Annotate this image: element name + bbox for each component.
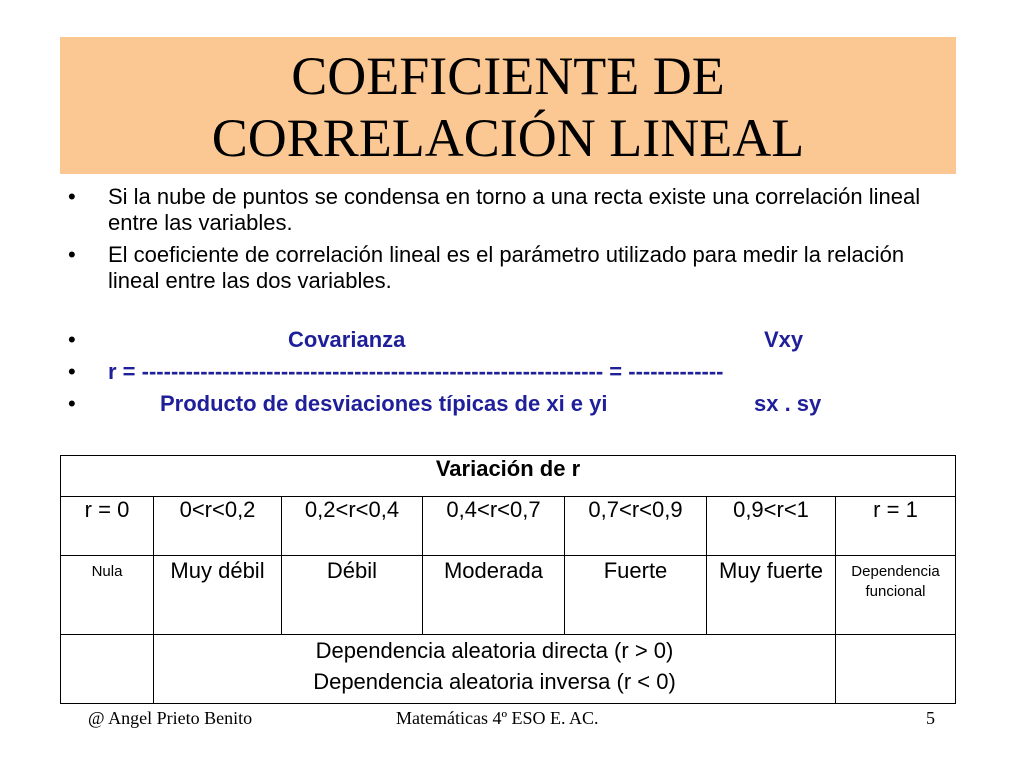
bullet-list	[68, 184, 958, 420]
label-cell: Fuerte	[565, 556, 707, 635]
dependency-row	[61, 635, 956, 704]
formula-denominator-short: sx . sy	[754, 391, 822, 416]
range-cell: 0<r<0,2	[154, 497, 282, 556]
label-cell: Dependencia funcional	[836, 556, 956, 635]
footer-author: @ Angel Prieto Benito	[88, 708, 253, 728]
bullet-marker: •	[68, 359, 76, 384]
label-cell: Muy débil	[154, 556, 282, 635]
bullet-item-condensa	[68, 184, 958, 236]
range-cell: r = 0	[61, 497, 154, 556]
range-cell: 0,7<r<0,9	[565, 497, 707, 556]
footer-page-number: 5	[926, 708, 935, 728]
variation-table	[60, 455, 956, 704]
dependency-inverse: Dependencia aleatoria inversa (r < 0)	[313, 669, 676, 694]
table-header: Variación de r	[61, 456, 956, 497]
range-cell: 0,9<r<1	[707, 497, 836, 556]
label-cell: Muy fuerte	[707, 556, 836, 635]
label-cell: Nula	[61, 556, 154, 635]
empty-cell	[61, 635, 154, 704]
label-row	[61, 556, 956, 635]
bullet-marker: •	[68, 184, 76, 209]
slide-title	[60, 37, 956, 174]
empty-cell	[836, 635, 956, 704]
table-header-row	[61, 456, 956, 497]
footer-course: Matemáticas 4º ESO E. AC.	[396, 708, 599, 728]
range-cell: r = 1	[836, 497, 956, 556]
range-row	[61, 497, 956, 556]
bullet-marker: •	[68, 327, 76, 352]
formula-r-line: r = --------------------------------------------------------------- = -------------	[108, 359, 724, 384]
label-cell: Moderada	[423, 556, 565, 635]
bullet-marker: •	[68, 391, 76, 416]
bullet-text: El coeficiente de correlación lineal es el parámetro utilizado para medir la relación lineal entre las dos variables.	[108, 242, 905, 293]
bullet-item-coeficiente	[68, 242, 958, 294]
formula-numerator-row	[68, 324, 958, 356]
dependency-cell	[154, 635, 836, 704]
title-line-2: CORRELACIÓN LINEAL	[211, 108, 805, 168]
bullet-marker: •	[68, 242, 76, 267]
range-cell: 0,2<r<0,4	[282, 497, 423, 556]
formula-denominator: Producto de desviaciones típicas de xi e yi	[160, 391, 608, 416]
bullet-text: Si la nube de puntos se condensa en torno a una recta existe una correlación lineal entre las variables.	[108, 184, 921, 235]
title-line-1: COEFICIENTE DE	[291, 46, 725, 106]
formula-numerator-short: Vxy	[764, 327, 804, 352]
dependency-direct: Dependencia aleatoria directa (r > 0)	[315, 638, 674, 663]
formula-numerator: Covarianza	[288, 327, 406, 352]
formula-r-row	[68, 356, 958, 388]
formula-denominator-row	[68, 388, 958, 420]
label-cell: Débil	[282, 556, 423, 635]
range-cell: 0,4<r<0,7	[423, 497, 565, 556]
